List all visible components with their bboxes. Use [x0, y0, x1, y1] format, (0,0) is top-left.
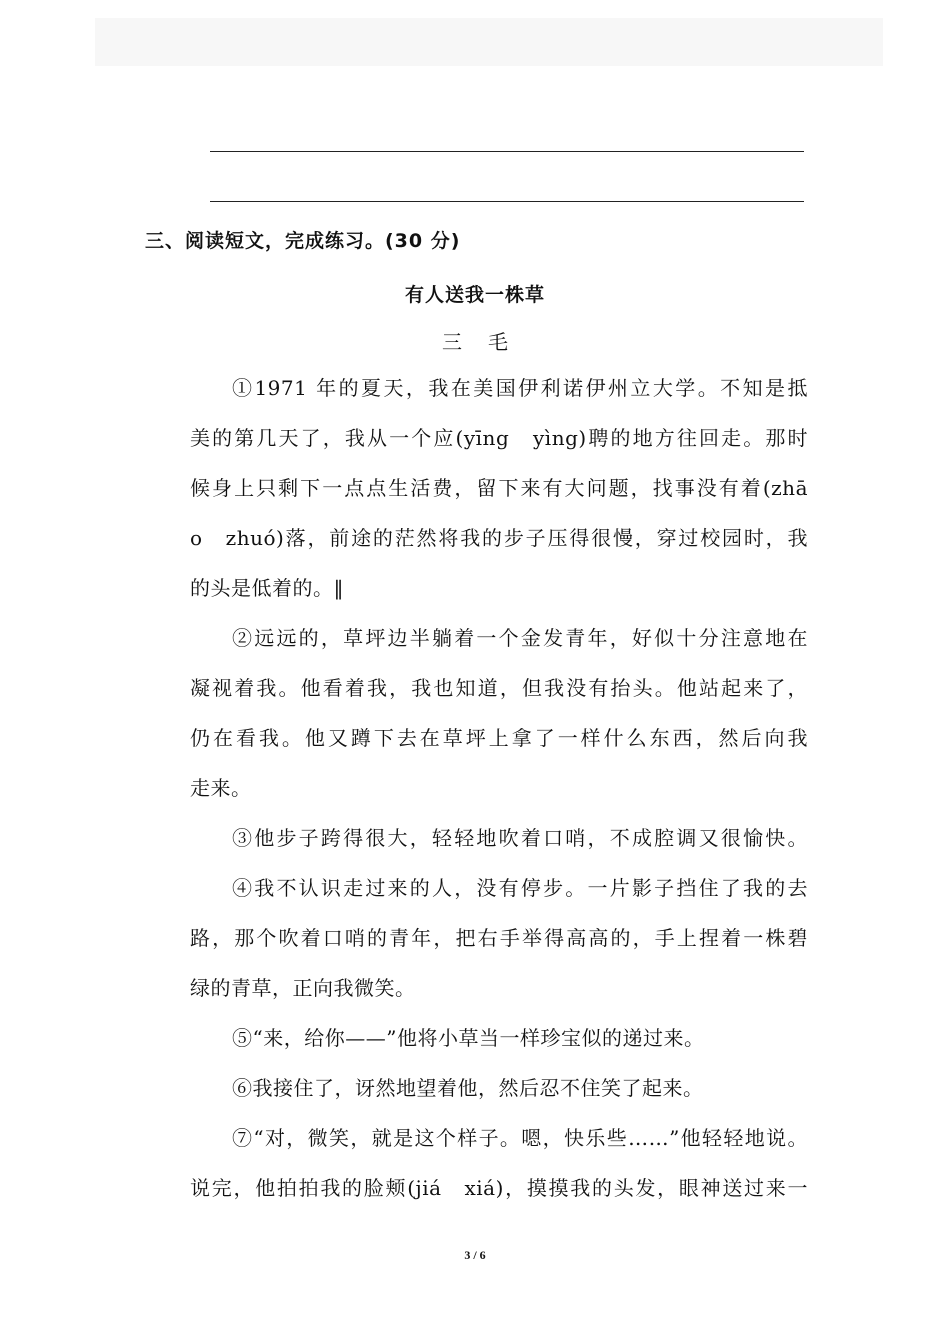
paragraph-1-line-4: o zhuó)落，前途的茫然将我的步子压得很慢，穿过校园时，我	[190, 526, 808, 550]
paragraph-7-line-2: 说完，他拍拍我的脸颊(jiá xiá)，摸摸我的头发，眼神送过来一	[190, 1176, 808, 1200]
paragraph-2-line-2: 凝视着我。他看着我，我也知道，但我没有抬头。他站起来了，	[190, 676, 808, 700]
paragraph-1-line-5: 的头是低着的。‖	[190, 576, 344, 600]
paragraph-2-line-1: ②远远的，草坪边半躺着一个金发青年，好似十分注意地在	[232, 626, 808, 650]
paragraph-4-line-1: ④我不认识走过来的人，没有停步。一片影子挡住了我的去	[232, 876, 808, 900]
article-author: 三毛	[442, 330, 534, 354]
paragraph-5-line-1: ⑤“来，给你——”他将小草当一样珍宝似的递过来。	[232, 1026, 705, 1050]
paragraph-1-line-1: ①1971 年的夏天，我在美国伊利诺伊州立大学。不知是抵	[232, 376, 808, 400]
paragraph-7-line-1: ⑦“对，微笑，就是这个样子。嗯，快乐些……”他轻轻地说。	[232, 1126, 808, 1150]
paragraph-6-line-1: ⑥我接住了，讶然地望着他，然后忍不住笑了起来。	[232, 1076, 704, 1100]
paragraph-1-line-2: 美的第几天了，我从一个应(yīng yìng)聘的地方往回走。那时	[190, 426, 808, 450]
paragraph-1-line-3: 候身上只剩下一点点生活费，留下来有大问题，找事没有着(zhā	[190, 476, 808, 500]
paragraph-2-line-3: 仍在看我。他又蹲下去在草坪上拿了一样什么东西，然后向我	[190, 726, 808, 750]
paragraph-3-line-1: ③他步子跨得很大，轻轻地吹着口哨，不成腔调又很愉快。	[232, 826, 808, 850]
paragraph-4-line-3: 绿的青草，正向我微笑。	[190, 976, 416, 1000]
paragraph-4-line-2: 路，那个吹着口哨的青年，把右手举得高高的，手上捏着一株碧	[190, 926, 808, 950]
scan-header-band	[95, 18, 883, 66]
answer-line-1	[210, 151, 804, 152]
answer-line-2	[210, 201, 804, 202]
article-title: 有人送我一株草	[404, 284, 545, 306]
section-heading: 三、阅读短文，完成练习。(30 分)	[145, 230, 461, 252]
paragraph-2-line-4: 走来。	[190, 776, 252, 800]
page-number: 3 / 6	[464, 1248, 486, 1262]
